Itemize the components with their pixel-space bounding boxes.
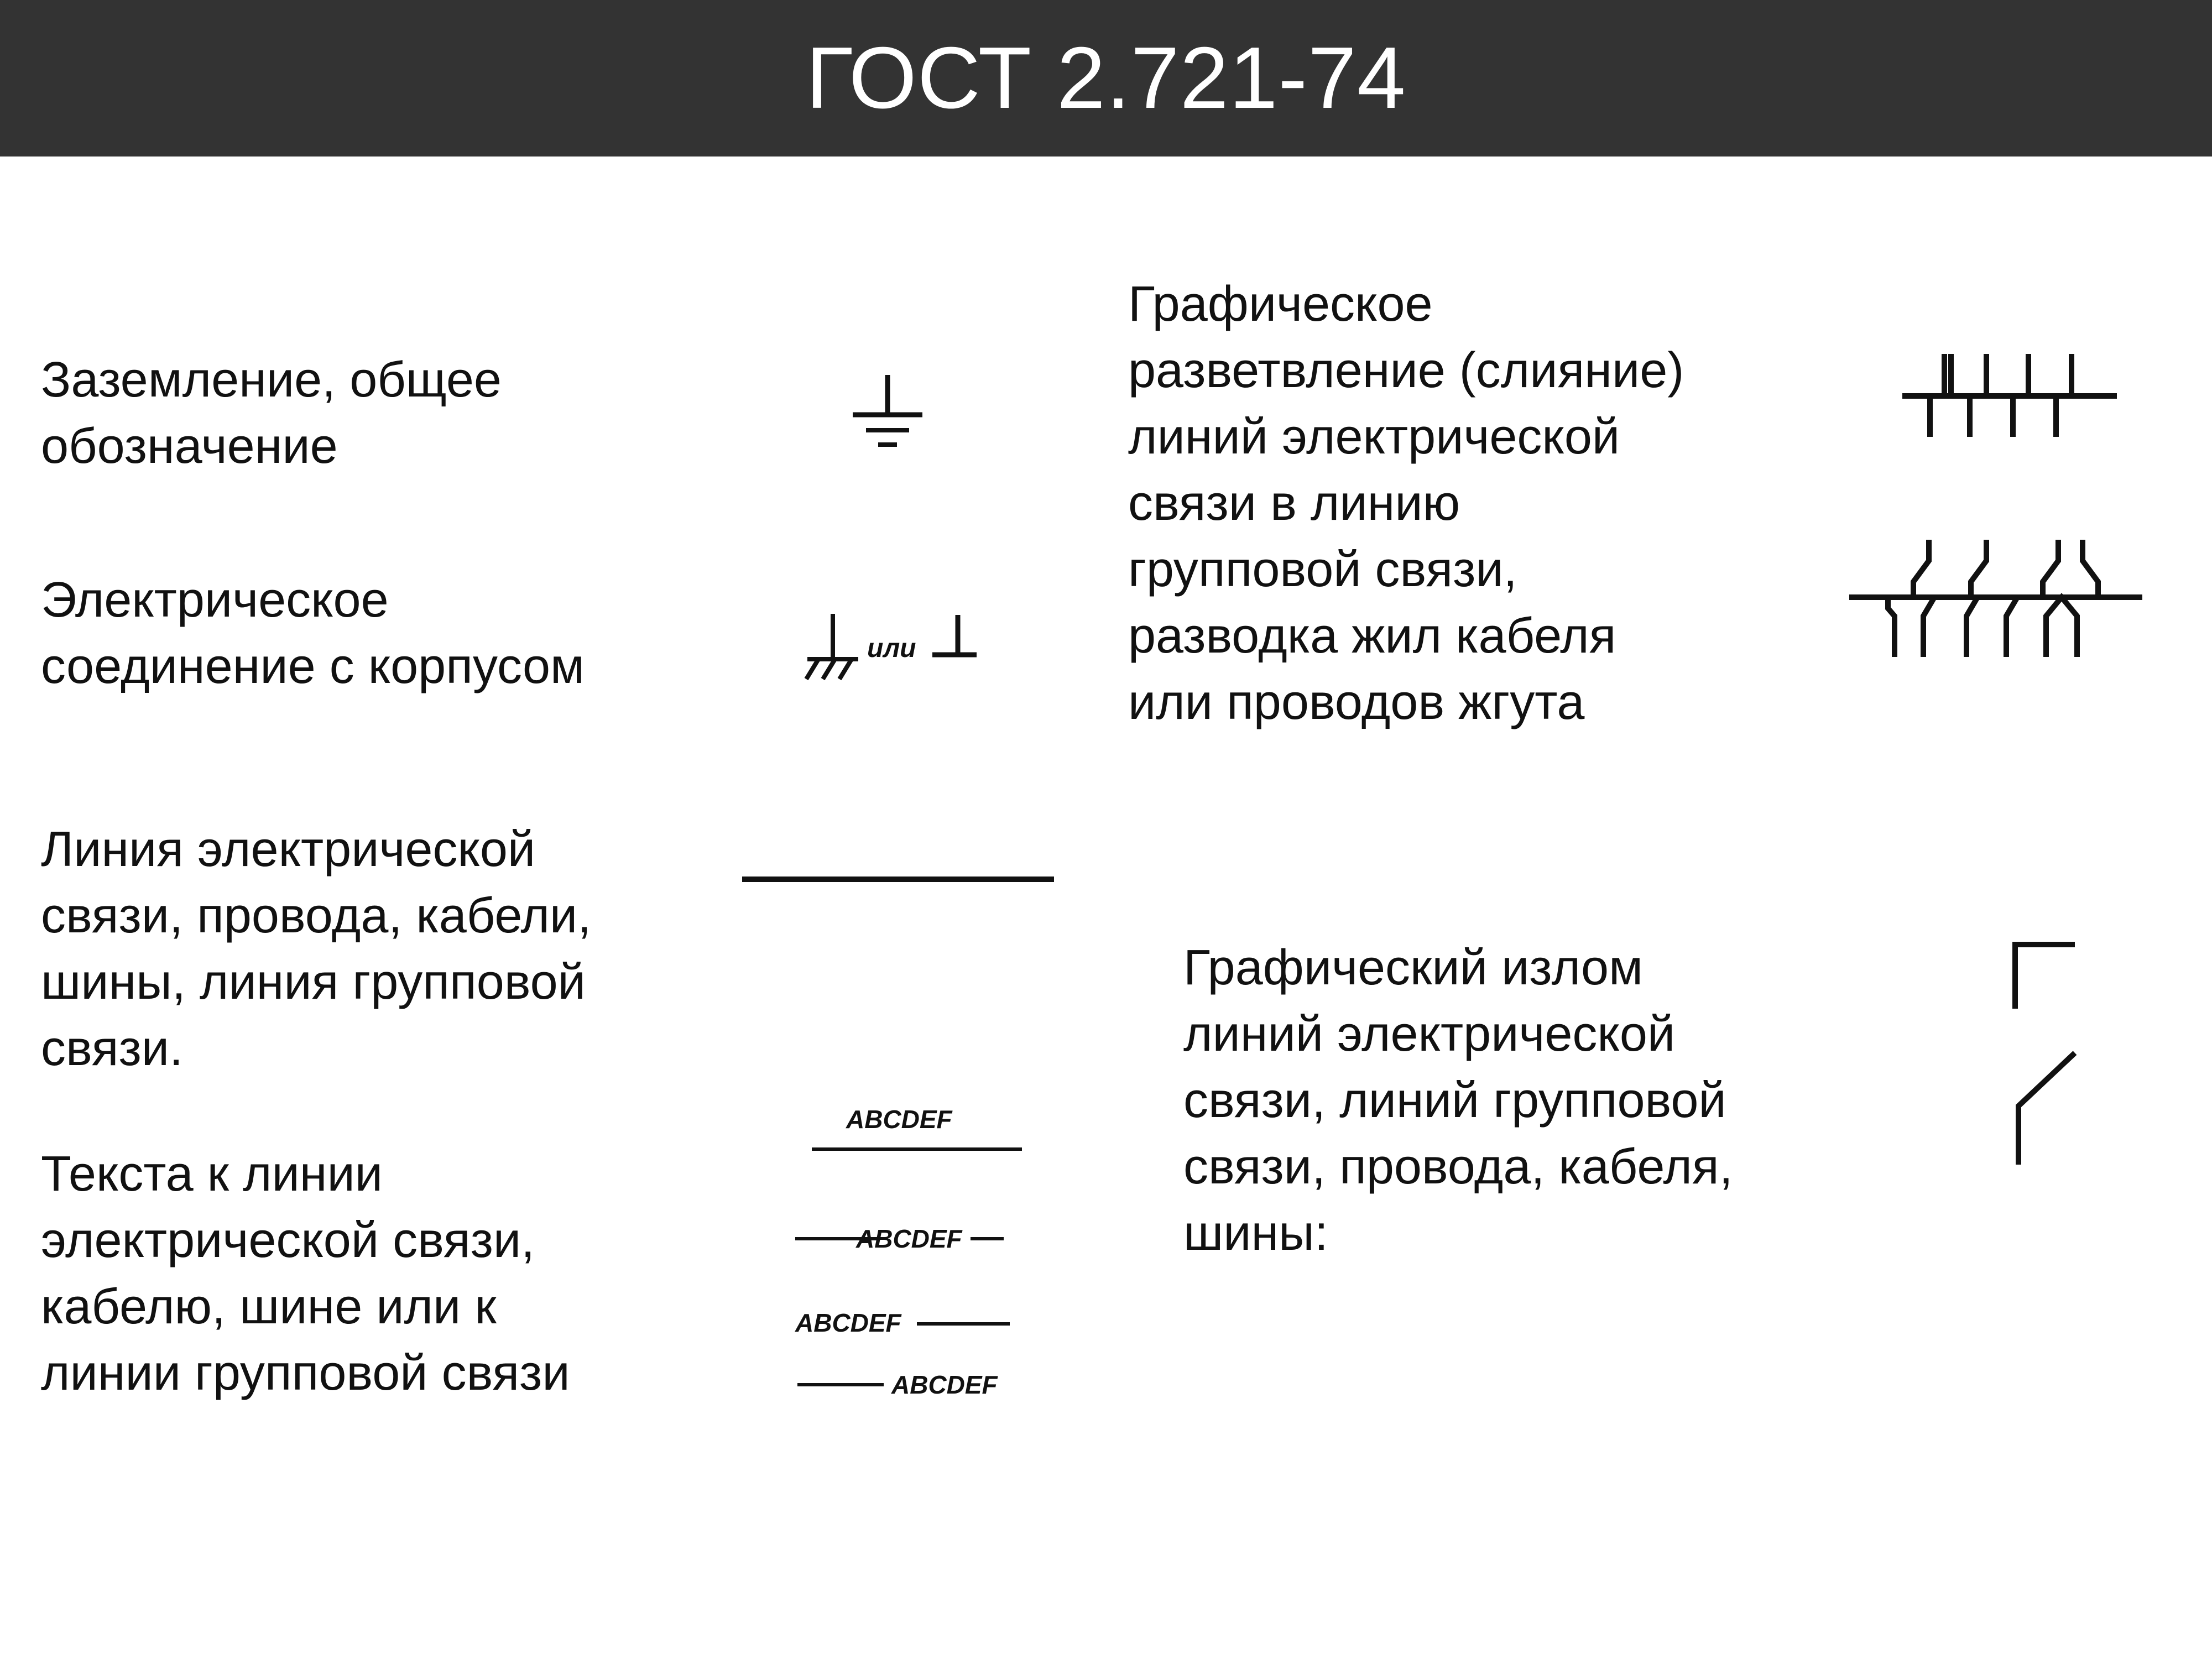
label-line: шины:	[1183, 1206, 1328, 1261]
label-line: связи, провода, кабеля,	[1183, 1139, 1733, 1194]
chassis-connection-symbol-icon	[796, 608, 984, 691]
line-text-examples-icon	[791, 1100, 1034, 1410]
label-line: линии групповой связи	[41, 1345, 570, 1401]
branch-merge-symbol-icon	[1841, 343, 2157, 675]
label-line: соединение с корпусом	[41, 639, 585, 694]
label-line: связи в линию	[1128, 476, 1460, 531]
label-grounding	[41, 347, 502, 479]
label-line: Заземление, общее	[41, 352, 502, 408]
label-line: Графическое	[1128, 276, 1433, 332]
label-line: Графический излом	[1183, 940, 1643, 995]
label-line: линий электрической	[1128, 409, 1620, 465]
page-title: ГОСТ 2.721-74	[806, 29, 1406, 127]
or-text: или	[867, 634, 916, 663]
label-line: шины, линия групповой	[41, 954, 586, 1010]
label-line: разводка жил кабеля	[1128, 608, 1616, 664]
label-line: Текста к линии	[41, 1146, 383, 1202]
label-line: или проводов жгута	[1128, 675, 1585, 730]
connection-line-symbol-icon	[741, 874, 1056, 885]
sample-text: ABCDEF	[856, 1224, 962, 1253]
label-line-text	[41, 1141, 570, 1406]
sample-text: ABCDEF	[795, 1308, 901, 1337]
label-line: связи.	[41, 1021, 184, 1076]
label-branching	[1128, 271, 1684, 735]
label-line: электрической связи,	[41, 1213, 535, 1268]
label-line: групповой связи,	[1128, 542, 1517, 597]
label-line: связи, провода, кабели,	[41, 888, 592, 943]
ground-symbol-icon	[846, 371, 929, 459]
label-chassis-connection	[41, 567, 585, 700]
label-line: связи, линий групповой	[1183, 1073, 1726, 1128]
label-line: обозначение	[41, 419, 338, 474]
label-line: кабелю, шине или к	[41, 1279, 497, 1334]
sample-text: ABCDEF	[846, 1105, 952, 1134]
label-connection-line	[41, 816, 591, 1082]
header-bar	[0, 0, 2212, 156]
sample-text: ABCDEF	[891, 1370, 998, 1399]
label-line-bend	[1183, 935, 1733, 1266]
line-bend-symbol-icon	[2002, 940, 2085, 1172]
label-line: линий электрической	[1183, 1006, 1676, 1062]
label-line: Электрическое	[41, 572, 389, 628]
label-line: Линия электрической	[41, 822, 536, 877]
label-line: разветвление (слияние)	[1128, 343, 1684, 398]
